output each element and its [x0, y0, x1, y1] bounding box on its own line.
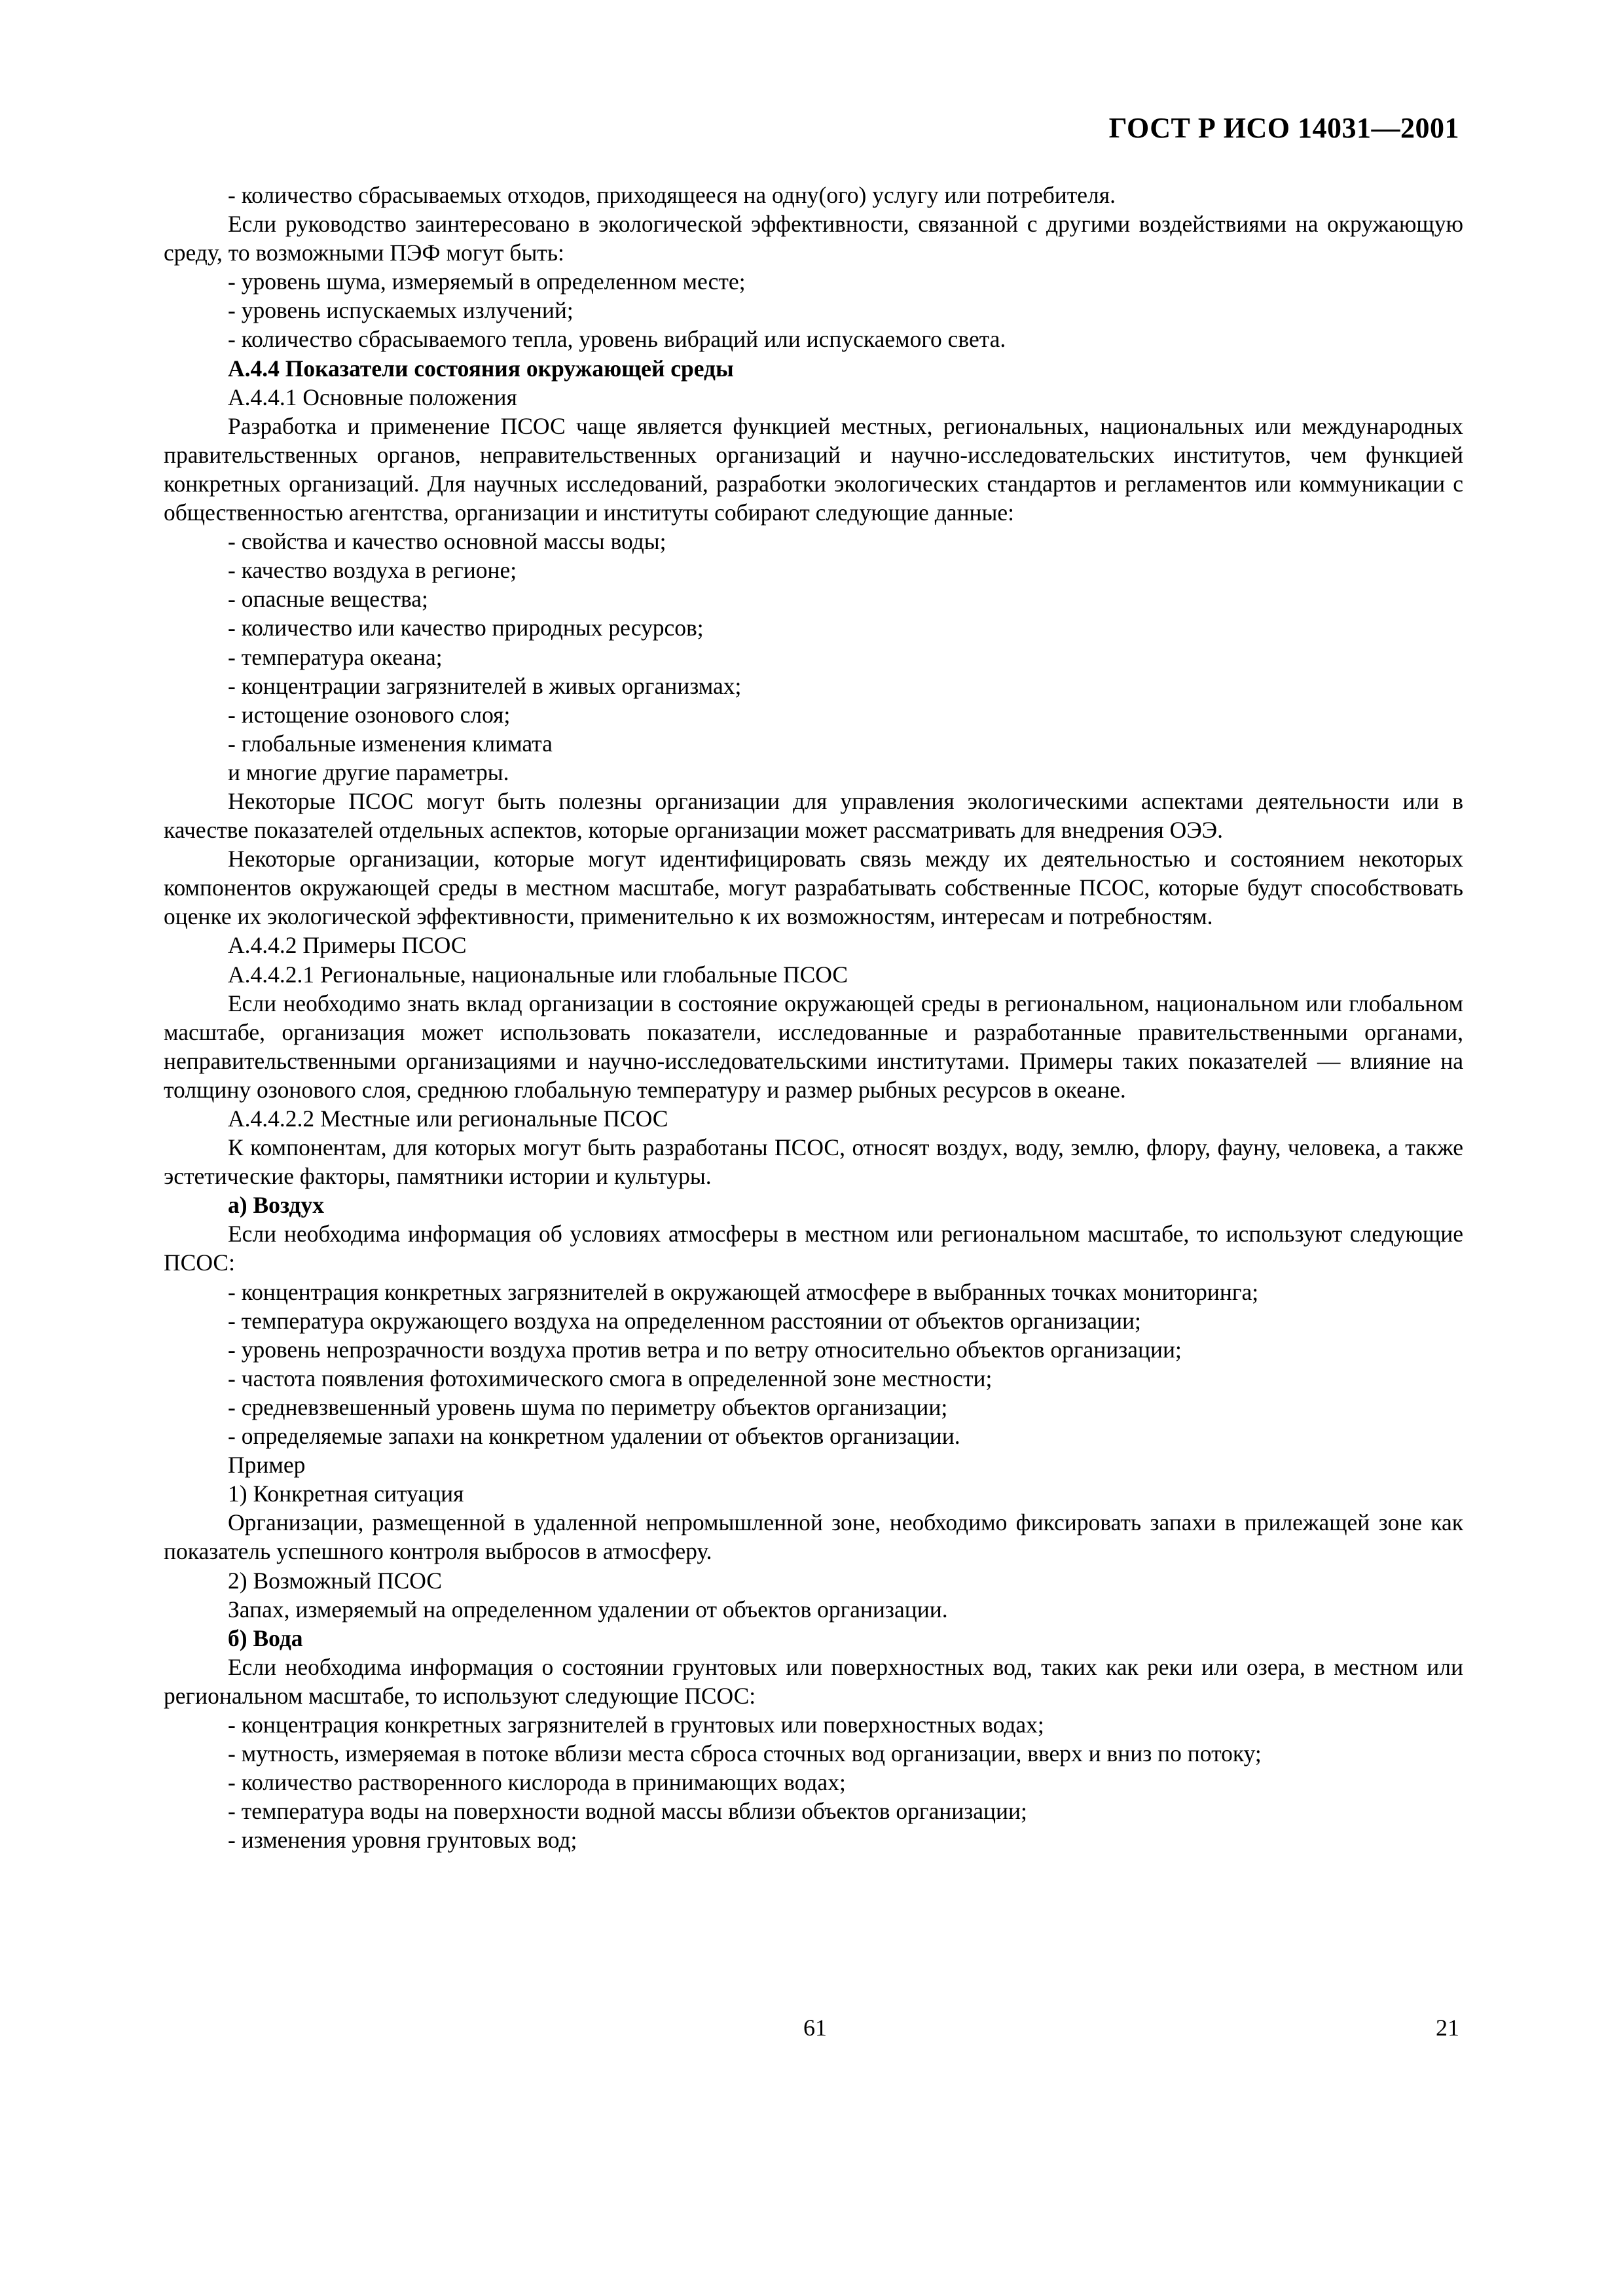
subsection-heading: А.4.4.2 Примеры ПСОС [228, 932, 467, 959]
list-item: - качество воздуха в регионе; [228, 557, 517, 584]
list-item: - опасные вещества; [228, 586, 428, 613]
paragraph: Некоторые организации, которые могут идентифицировать связь между их деятельностью и состоянием некоторых компонентов окружающей среды в местном масштабе, могут разрабатывать собственные ПСОС, которые будут способствовать оценке их экологической эффективности, применительно к их возможностям, интересам и потребностям. [164, 846, 1463, 930]
paragraph: и многие другие параметры. [228, 759, 509, 785]
subsection-heading: А.4.4.2.2 Местные или региональные ПСОС [228, 1105, 668, 1132]
section-heading: А.4.4 Показатели состояния окружающей среды [228, 355, 734, 382]
section-heading: б) Вода [228, 1624, 303, 1651]
list-item: - свойства и качество основной массы воды; [228, 528, 666, 555]
list-item: - концентрация конкретных загрязнителей в окружающей атмосфере в выбранных точках мониторинга; [228, 1278, 1259, 1305]
section-heading: а) Воздух [228, 1192, 324, 1219]
list-item: - уровень шума, измеряемый в определенном месте; [228, 268, 746, 295]
list-item: - температура окружающего воздуха на определенном расстоянии от объектов организации; [228, 1307, 1141, 1334]
paragraph: 2) Возможный ПСОС [228, 1567, 443, 1594]
document-body [164, 181, 1463, 1854]
page-number-right: 21 [1436, 2015, 1459, 2041]
list-item: - определяемые запахи на конкретном удалении от объектов организации. [228, 1423, 960, 1450]
subsection-heading: А.4.4.1 Основные положения [228, 384, 517, 410]
document-header: ГОСТ Р ИСО 14031—2001 [1108, 112, 1459, 144]
list-item: - количество растворенного кислорода в принимающих водах; [228, 1769, 846, 1796]
list-item: - температура океана; [228, 643, 443, 670]
paragraph: Пример [228, 1452, 306, 1479]
list-item: - частота появления фотохимического смога в определенной зоне местности; [228, 1365, 993, 1391]
paragraph: К компонентам, для которых могут быть разработаны ПСОС, относят воздух, воду, землю, флору, фауну, человека, а также эстетические факторы, памятники истории и культуры. [164, 1134, 1463, 1190]
paragraph: Если руководство заинтересовано в экологической эффективности, связанной с другими воздействиями на окружающую среду, то возможными ПЭФ могут быть: [164, 211, 1463, 266]
list-item: - изменения уровня грунтовых вод; [228, 1827, 577, 1854]
list-item: - количество или качество природных ресурсов; [228, 615, 704, 641]
paragraph: Если необходимо знать вклад организации в состояние окружающей среды в региональном, национальном или глобальном масштабе, организация может использовать показатели, исследованные и разработанные правительственными органами, неправительственными организациями и научно-исследовательскими институтами. Примеры таких показателей — влияние на толщину озонового слоя, среднюю глобальную температуру и размер рыбных ресурсов в океане. [164, 990, 1463, 1103]
paragraph: Запах, измеряемый на определенном удалении от объектов организации. [228, 1596, 948, 1623]
list-item: - средневзвешенный уровень шума по периметру объектов организации; [228, 1393, 948, 1420]
paragraph: 1) Конкретная ситуация [228, 1480, 464, 1507]
list-item: - количество сбрасываемых отходов, приходящееся на одну(ого) услугу или потребителя. [228, 182, 1116, 208]
paragraph: Организации, размещенной в удаленной непромышленной зоне, необходимо фиксировать запахи в прилежащей зоне как показатель успешного контроля выбросов в атмосферу. [164, 1509, 1463, 1565]
paragraph: Если необходима информация об условиях атмосферы в местном или региональном масштабе, то используют следующие ПСОС: [164, 1221, 1463, 1276]
page-number-center: 61 [803, 2015, 827, 2041]
list-item: - температура воды на поверхности водной массы вблизи объектов организации; [228, 1798, 1027, 1825]
list-item: - количество сбрасываемого тепла, уровень вибраций или испускаемого света. [228, 326, 1006, 353]
subsection-heading: А.4.4.2.1 Региональные, национальные или глобальные ПСОС [228, 961, 848, 988]
list-item: - истощение озонового слоя; [228, 701, 511, 728]
paragraph: Некоторые ПСОС могут быть полезны организации для управления экологическими аспектами деятельности или в качестве показателей отдельных аспектов, которые организации может рассматривать для внедрения ОЭЭ. [164, 787, 1463, 844]
paragraph: Разработка и применение ПСОС чаще является функцией местных, региональных, национальных или международных правительственных органов, неправительственных организаций и научно-исследовательских институтов, чем функцией конкретных организаций. Для научных исследований, разработки экологических стандартов и регламентов или коммуникации с общественностью агентства, организации и институты собирают следующие данные: [164, 412, 1463, 526]
list-item: - глобальные изменения климата [228, 730, 553, 757]
list-item: - концентрация конкретных загрязнителей в грунтовых или поверхностных водах; [228, 1711, 1044, 1738]
paragraph: Если необходима информация о состоянии грунтовых или поверхностных вод, таких как реки или озера, в местном или региональном масштабе, то используют следующие ПСОС: [164, 1653, 1463, 1709]
list-item: - уровень испускаемых излучений; [228, 297, 574, 324]
list-item: - уровень непрозрачности воздуха против ветра и по ветру относительно объектов организации; [228, 1336, 1182, 1363]
list-item: - мутность, измеряемая в потоке вблизи места сброса сточных вод организации, вверх и вниз по потоку; [228, 1740, 1262, 1767]
list-item: - концентрации загрязнителей в живых организмах; [228, 672, 742, 699]
